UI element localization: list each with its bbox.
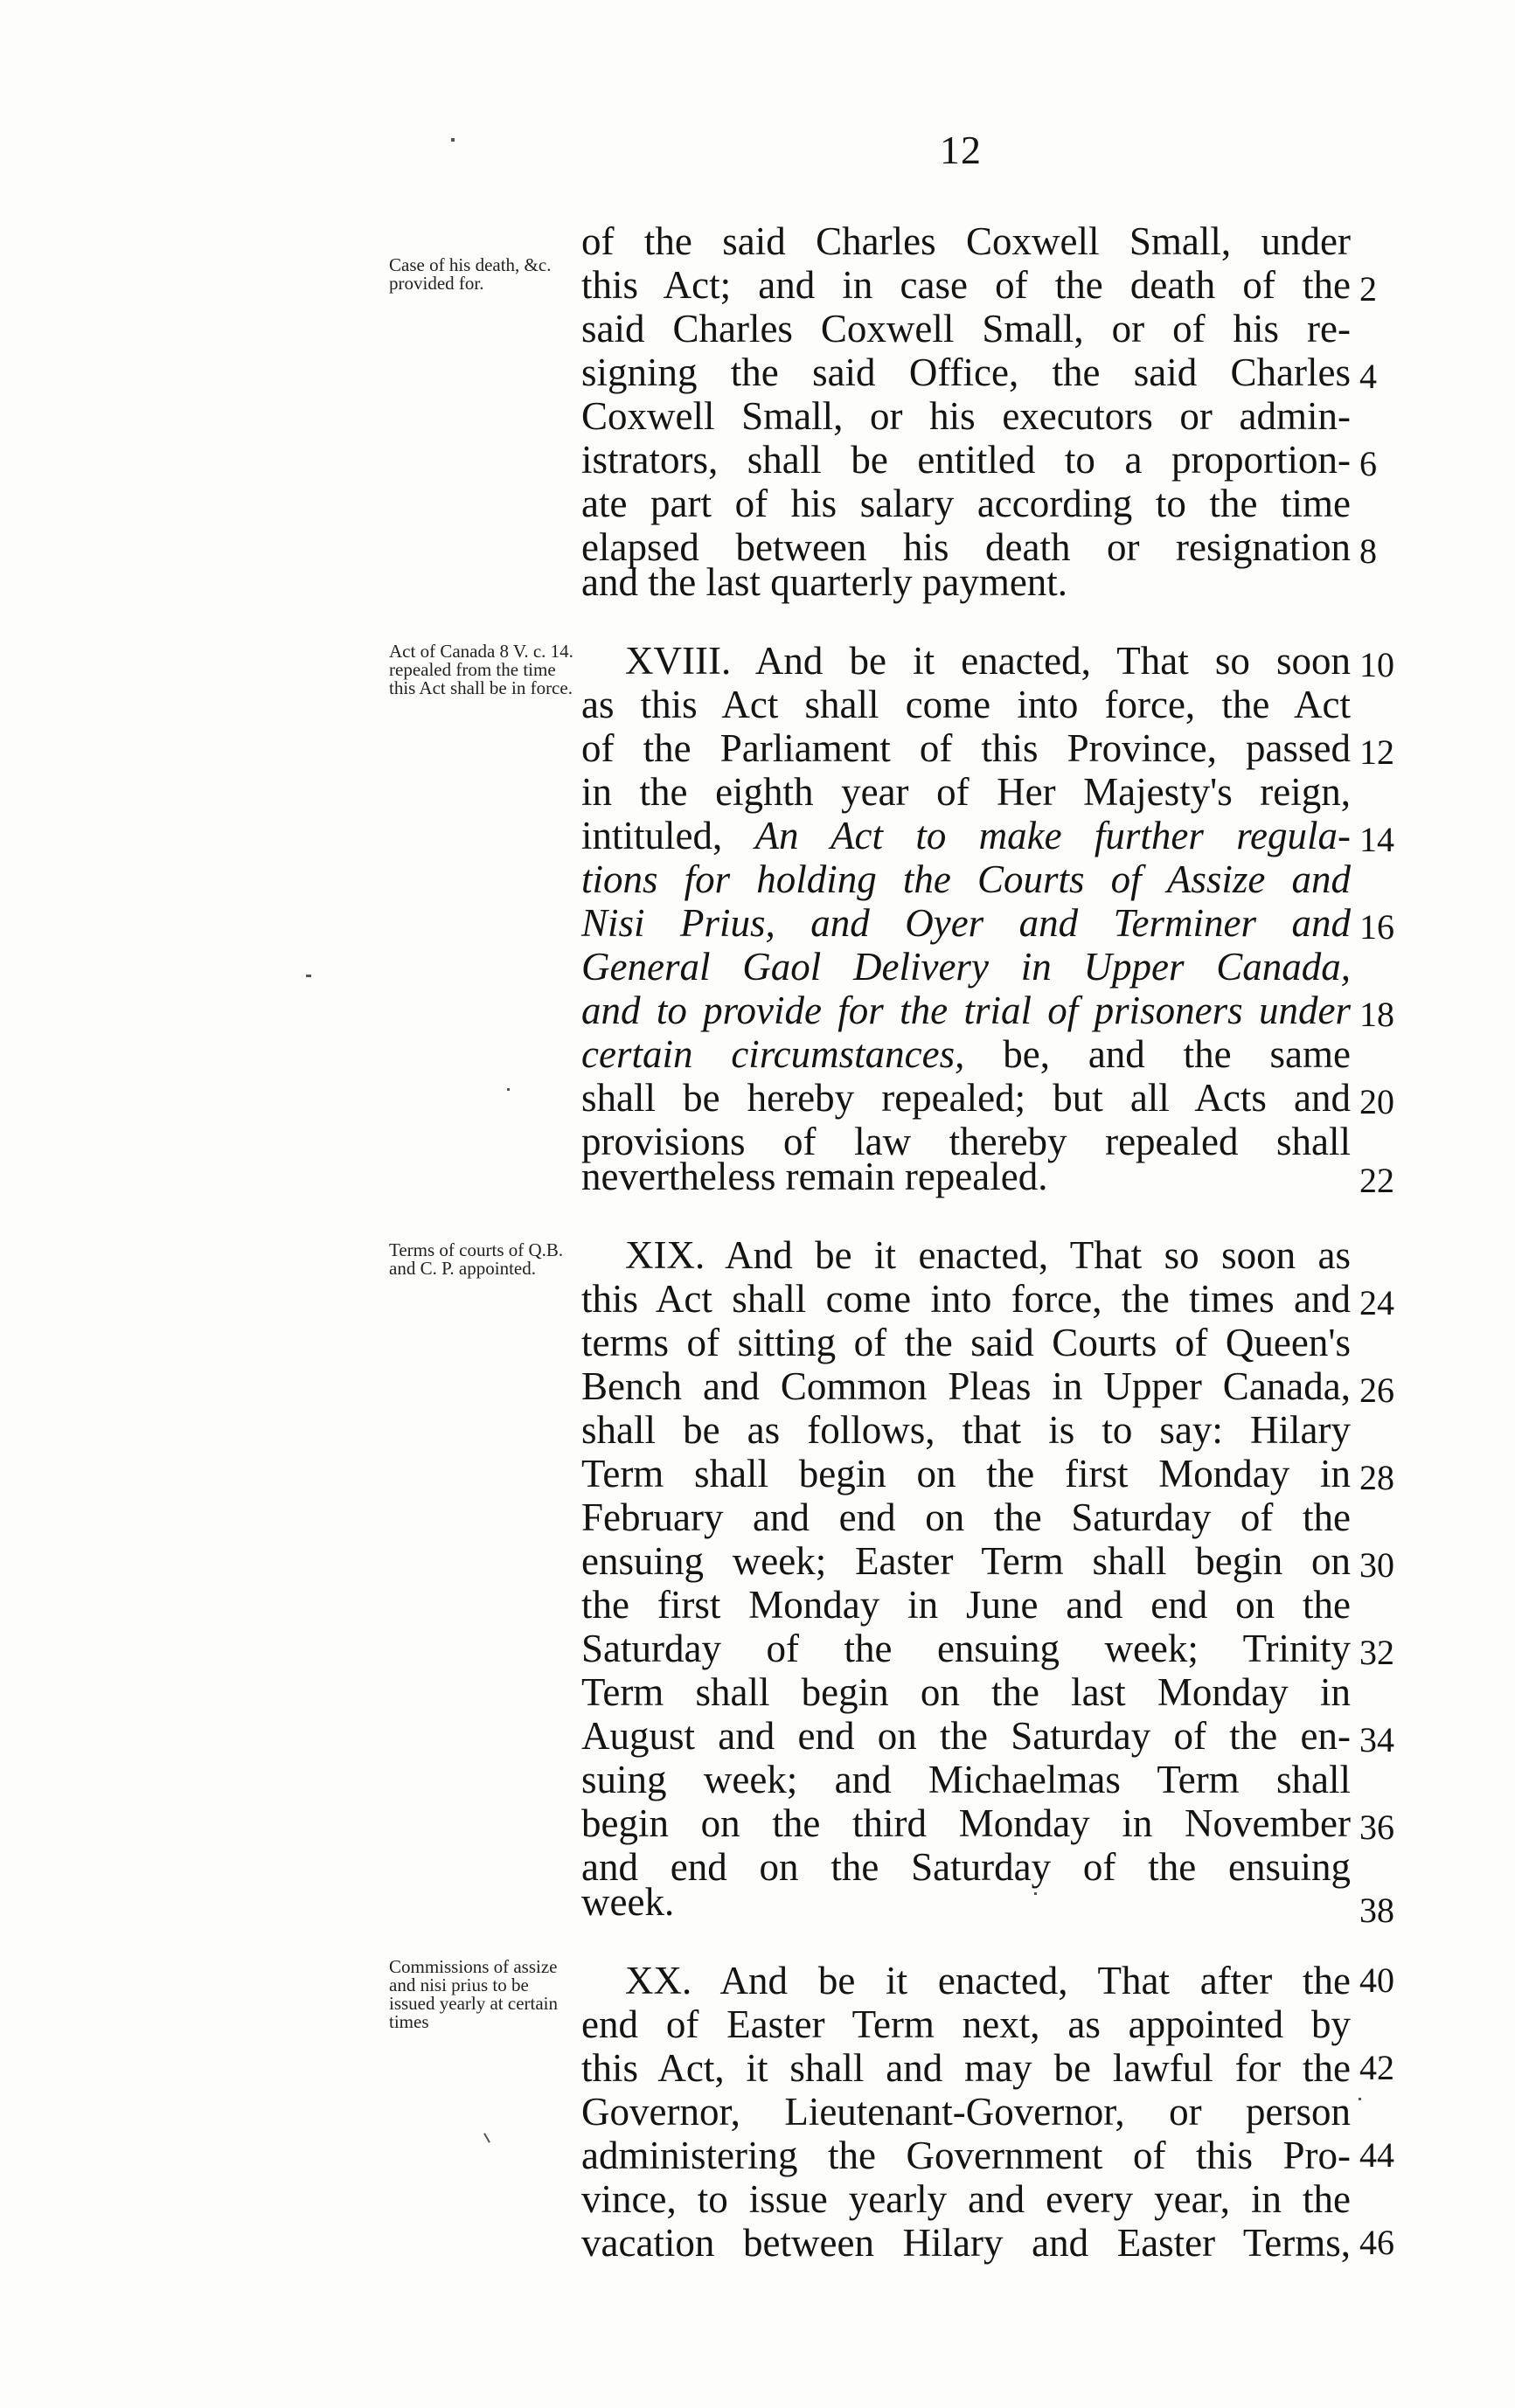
text-line: vacation between Hilary and Easter Terms,: [581, 2221, 1351, 2265]
text-line: elapsed between his death or resignation: [581, 525, 1351, 569]
section-xix-heading-line: XIX. And be it enacted, That so soon as: [625, 1233, 1351, 1277]
text-line: [581, 988, 1351, 1033]
line-number: 36: [1359, 1808, 1394, 1847]
text-line: [581, 1031, 1351, 1077]
text-line: said Charles Coxwell Small, or of his re-: [581, 307, 1351, 350]
text-line: terms of sitting of the said Courts of Queen's: [581, 1321, 1351, 1364]
text-line: shall be hereby repealed; but all Acts and: [581, 1076, 1351, 1120]
text-line: vince, to issue yearly and every year, in the: [581, 2177, 1351, 2221]
text-line: [581, 813, 1351, 858]
line-number: 30: [1359, 1545, 1394, 1585]
act-title-italic: and to provide for the trial of prisoners under: [581, 989, 1351, 1032]
text-line: ensuing week; Easter Term shall begin on: [581, 1539, 1351, 1583]
text-line: istrators, shall be entitled to a proportion-: [581, 438, 1351, 482]
text-line: end of Easter Term next, as appointed by: [581, 2002, 1351, 2046]
act-title-italic: General Gaol Delivery in Upper Canada,: [581, 945, 1351, 989]
text-line: this Act; and in case of the death of the: [581, 263, 1351, 307]
sidenote-act-repealed: Act of Canada 8 V. c. 14. repealed from the time this Act shall be in force.: [389, 641, 573, 698]
text-line: Coxwell Small, or his executors or admin-: [581, 394, 1351, 438]
text-line: shall be as follows, that is to say: Hilary: [581, 1408, 1351, 1452]
text-segment: be, and the same: [1003, 1032, 1351, 1076]
line-number: 8: [1359, 531, 1377, 571]
text-line: this Act shall come into force, the times and: [581, 1277, 1351, 1321]
act-title-italic: tions for holding the Courts of Assize and: [581, 857, 1351, 901]
act-title-italic: An Act to make further regula-: [754, 814, 1352, 857]
line-number: 20: [1359, 1082, 1394, 1121]
text-line: February and end on the Saturday of the: [581, 1495, 1351, 1539]
sidenote-terms-of-courts: Terms of courts of Q.B. and C. P. appointed.: [389, 1239, 564, 1279]
sidenote-commissions: Commissions of assize and nisi prius to be issued yearly at certain times: [389, 1956, 558, 2032]
line-number: 34: [1359, 1720, 1394, 1759]
line-number: 4: [1359, 357, 1377, 396]
text-line: week.: [581, 1880, 675, 1924]
scan-speck: [306, 975, 311, 977]
line-number: 28: [1359, 1458, 1394, 1497]
line-number: 18: [1359, 995, 1394, 1034]
text-line: provisions of law thereby repealed shall: [581, 1120, 1351, 1163]
text-line: ate part of his salary according to the time: [581, 482, 1351, 525]
sidenote-death-provision: Case of his death, &c. provided for.: [389, 254, 552, 294]
line-number: 46: [1359, 2223, 1394, 2262]
text-line: Governor, Lieutenant-Governor, or person: [581, 2090, 1351, 2134]
text-line: as this Act shall come into force, the Act: [581, 683, 1351, 726]
act-title-italic: certain circumstances,: [581, 1032, 965, 1076]
scan-speck: [507, 1088, 510, 1091]
text-line: nevertheless remain repealed.: [581, 1155, 1048, 1198]
text-segment: intituled,: [581, 814, 723, 857]
text-line: begin on the third Monday in November: [581, 1801, 1351, 1845]
line-number: 32: [1359, 1633, 1394, 1672]
line-number: 2: [1359, 269, 1377, 309]
text-line: suing week; and Michaelmas Term shall: [581, 1758, 1351, 1801]
text-line: administering the Government of this Pro-: [581, 2134, 1351, 2177]
text-line: August and end on the Saturday of the en-: [581, 1714, 1351, 1758]
line-number: 40: [1359, 1960, 1394, 2000]
line-number: 16: [1359, 907, 1394, 947]
text-line: Bench and Common Pleas in Upper Canada,: [581, 1364, 1351, 1408]
line-number: 10: [1359, 645, 1394, 684]
text-line: in the eighth year of Her Majesty's reign,: [581, 770, 1351, 814]
text-line: and end on the Saturday of the ensuing: [581, 1845, 1351, 1889]
text-line: Term shall begin on the last Monday in: [581, 1670, 1351, 1714]
line-number: 26: [1359, 1371, 1394, 1410]
scan-speck: [1359, 2098, 1361, 2100]
scan-speck: [1034, 1892, 1037, 1895]
line-number: 24: [1359, 1283, 1394, 1322]
line-number: 6: [1359, 444, 1377, 483]
line-number: 44: [1359, 2135, 1394, 2175]
act-title-italic: Nisi Prius, and Oyer and Terminer and: [581, 901, 1351, 945]
line-number: 38: [1359, 1891, 1394, 1930]
text-line: [581, 944, 1351, 989]
line-number: 42: [1359, 2048, 1394, 2087]
text-line: of the Parliament of this Province, passed: [581, 726, 1351, 770]
line-number: 14: [1359, 820, 1394, 859]
text-line: Saturday of the ensuing week; Trinity: [581, 1627, 1351, 1670]
section-xviii-heading-line: XVIII. And be it enacted, That so soon: [625, 639, 1351, 683]
text-line: [581, 857, 1351, 902]
text-line: signing the said Office, the said Charles: [581, 350, 1351, 394]
page-number: 12: [940, 128, 982, 172]
text-line: this Act, it shall and may be lawful for the: [581, 2046, 1351, 2090]
scan-speck: [451, 138, 455, 142]
text-line: of the said Charles Coxwell Small, under: [581, 219, 1351, 263]
line-number: 22: [1359, 1161, 1394, 1200]
scan-speck: [483, 2133, 490, 2142]
text-line: and the last quarterly payment.: [581, 560, 1068, 604]
line-number: 12: [1359, 732, 1394, 772]
section-xx-heading-line: XX. And be it enacted, That after the: [625, 1959, 1351, 2002]
text-line: Term shall begin on the first Monday in: [581, 1452, 1351, 1495]
text-line: [581, 900, 1351, 946]
text-line: the first Monday in June and end on the: [581, 1583, 1351, 1627]
